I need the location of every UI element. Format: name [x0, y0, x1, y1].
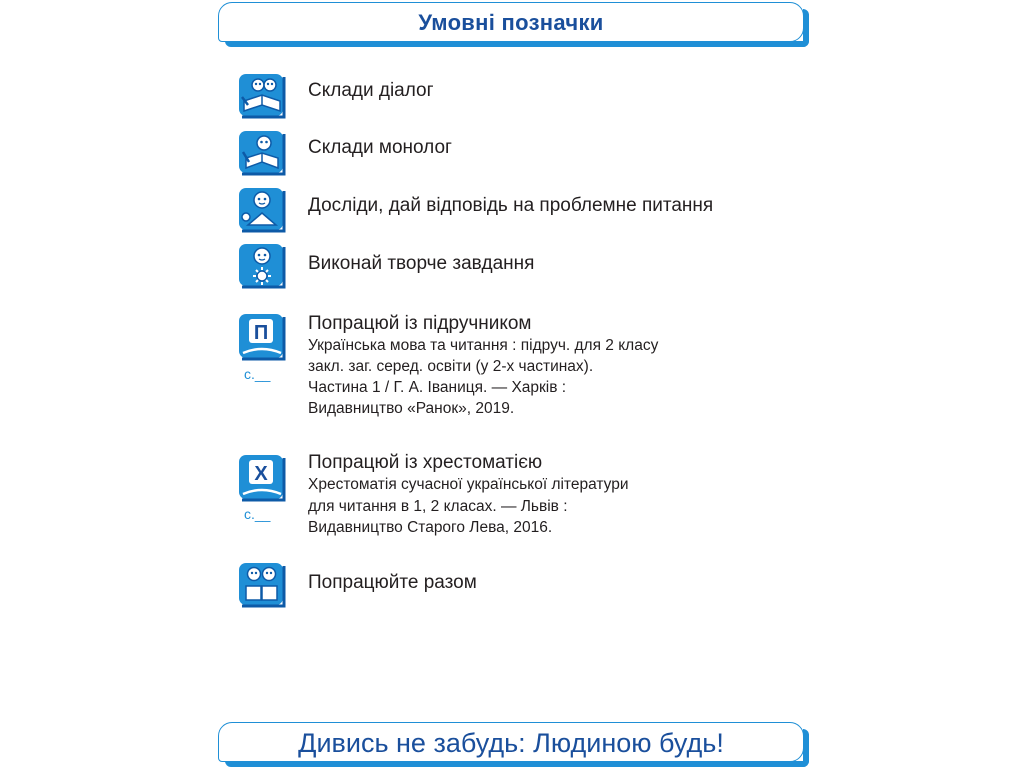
reader-book-letter: Х [254, 463, 268, 485]
teamwork-icon [238, 562, 286, 608]
textbook-ref-line: Частина 1 / Г. А. Іваниця. — Харків : [308, 379, 567, 396]
legend-label-dialog: Склади діалог [308, 80, 434, 101]
reader-book-page-ref: с.__ [244, 506, 271, 522]
legend-label-creative-task: Виконай творче завдання [308, 253, 535, 274]
page-title: Умовні позначки [418, 10, 604, 35]
legend-label-reader-book: Попрацюй із хрестоматією [308, 452, 543, 473]
motto-banner [218, 722, 804, 762]
textbook-icon [238, 313, 286, 361]
textbook-ref-line: закл. заг. серед. освіти (у 2-х частинах). [308, 358, 594, 375]
reader-book-ref-line: Хрестоматія сучасної української літератури [308, 476, 629, 493]
textbook-ref-line: Українська мова та читання : підруч. для 2 класу [308, 337, 659, 354]
reader-book-ref-line: Видавництво Старого Лева, 2016. [308, 519, 553, 536]
page-title-banner [218, 2, 804, 42]
textbook-page-ref: с.__ [244, 366, 271, 382]
textbook-letter: П [253, 322, 269, 344]
legend-label-textbook: Попрацюй із підручником [308, 313, 532, 334]
creative-task-icon [238, 243, 286, 289]
monolog-icon [238, 130, 286, 176]
textbook-ref-line: Видавництво «Ранок», 2019. [308, 400, 515, 417]
dialog-icon [238, 73, 286, 119]
legend-label-monolog: Склади монолог [308, 137, 452, 158]
legend-label-research: Досліди, дай відповідь на проблемне питання [308, 195, 714, 216]
research-icon [238, 187, 286, 233]
legend-label-teamwork: Попрацюйте разом [308, 572, 477, 593]
reader-book-icon [238, 454, 286, 502]
motto-text: Дивись не забудь: Людиною будь! [298, 728, 724, 758]
reader-book-ref-line: для читання в 1, 2 класах. — Львів : [308, 498, 568, 515]
